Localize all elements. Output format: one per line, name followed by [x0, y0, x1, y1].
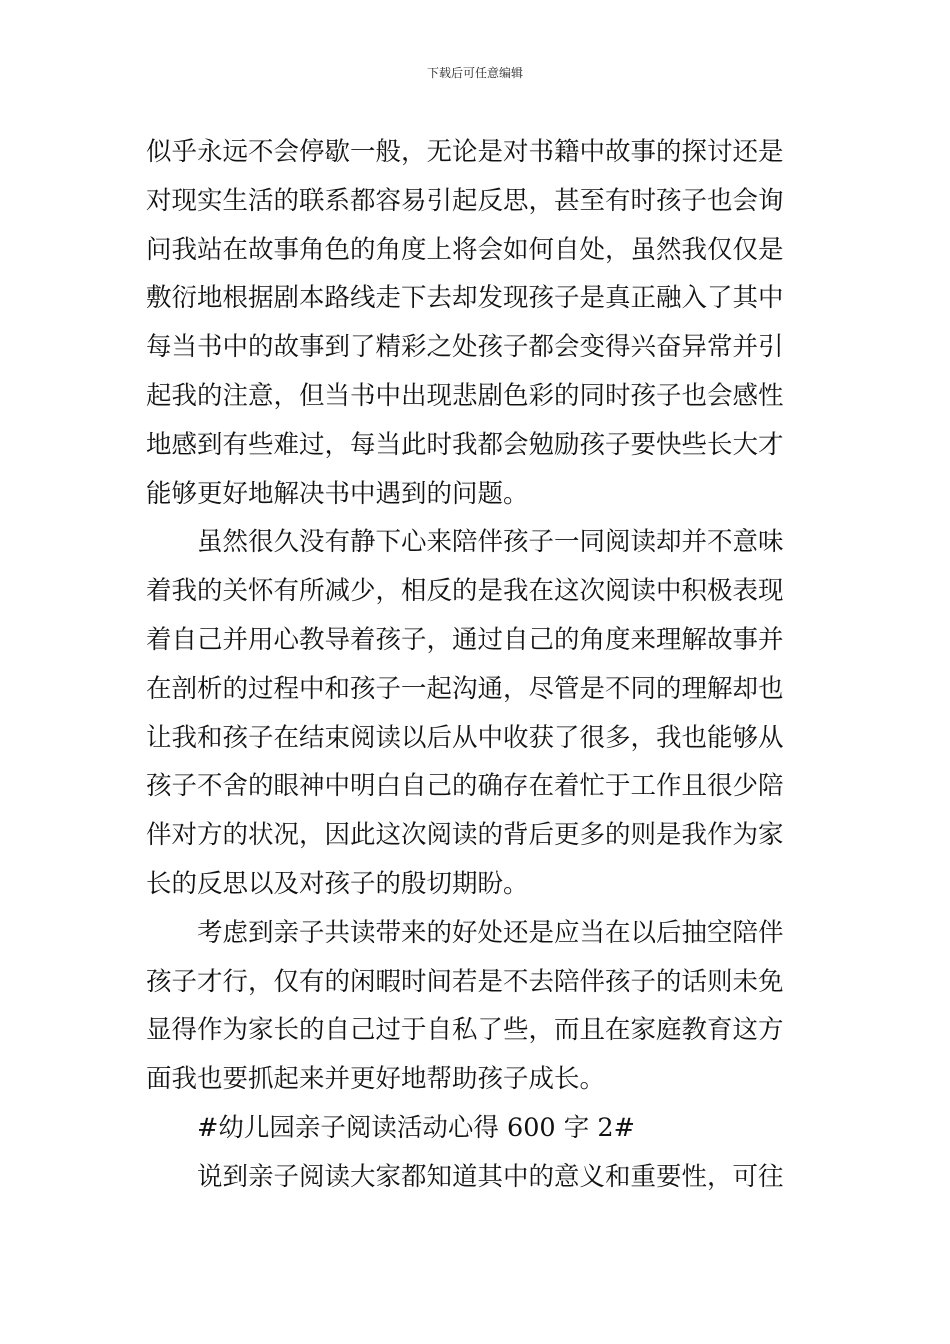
- text-line: 起我的注意，但当书中出现悲剧色彩的同时孩子也会感性: [146, 380, 784, 411]
- paragraph-start-line: 虽然很久没有静下心来陪伴孩子一同阅读却并不意味: [197, 527, 784, 558]
- text-line: 敷衍地根据剧本路线走下去却发现孩子是真正融入了其中: [146, 283, 784, 314]
- paragraph-start-line: 说到亲子阅读大家都知道其中的意义和重要性，可往: [197, 1161, 784, 1192]
- text-line: 着自己并用心教导着孩子，通过自己的角度来理解故事并: [146, 624, 784, 655]
- text-line: 能够更好地解决书中遇到的问题。: [146, 478, 529, 509]
- text-line: 孩子不舍的眼神中明白自己的确存在着忙于工作且很少陪: [146, 771, 784, 802]
- section-heading: #幼儿园亲子阅读活动心得 600 字 2#: [197, 1112, 635, 1143]
- text-line: 让我和孩子在结束阅读以后从中收获了很多，我也能够从: [146, 722, 784, 753]
- text-line: 长的反思以及对孩子的殷切期盼。: [146, 868, 529, 899]
- text-line: 着我的关怀有所减少，相反的是我在这次阅读中积极表现: [146, 576, 784, 607]
- text-line: 问我站在故事角色的角度上将会如何自处，虽然我仅仅是: [146, 234, 784, 265]
- paragraph-start-line: 考虑到亲子共读带来的好处还是应当在以后抽空陪伴: [197, 917, 784, 948]
- text-line: 孩子才行，仅有的闲暇时间若是不去陪伴孩子的话则未免: [146, 966, 784, 997]
- text-line: 每当书中的故事到了精彩之处孩子都会变得兴奋异常并引: [146, 332, 784, 363]
- text-line: 地感到有些难过，每当此时我都会勉励孩子要快些长大才: [146, 429, 784, 460]
- text-line: 面我也要抓起来并更好地帮助孩子成长。: [146, 1064, 606, 1095]
- text-line: 显得作为家长的自己过于自私了些，而且在家庭教育这方: [146, 1015, 784, 1046]
- document-body: [146, 128, 806, 1202]
- text-line: 伴对方的状况，因此这次阅读的背后更多的则是我作为家: [146, 820, 784, 851]
- text-line: 对现实生活的联系都容易引起反思，甚至有时孩子也会询: [146, 185, 784, 216]
- text-line: 似乎永远不会停歇一般，无论是对书籍中故事的探讨还是: [146, 137, 784, 167]
- text-line: 在剖析的过程中和孩子一起沟通，尽管是不同的理解却也: [146, 673, 784, 704]
- page-header: 下载后可任意编辑: [426, 66, 523, 80]
